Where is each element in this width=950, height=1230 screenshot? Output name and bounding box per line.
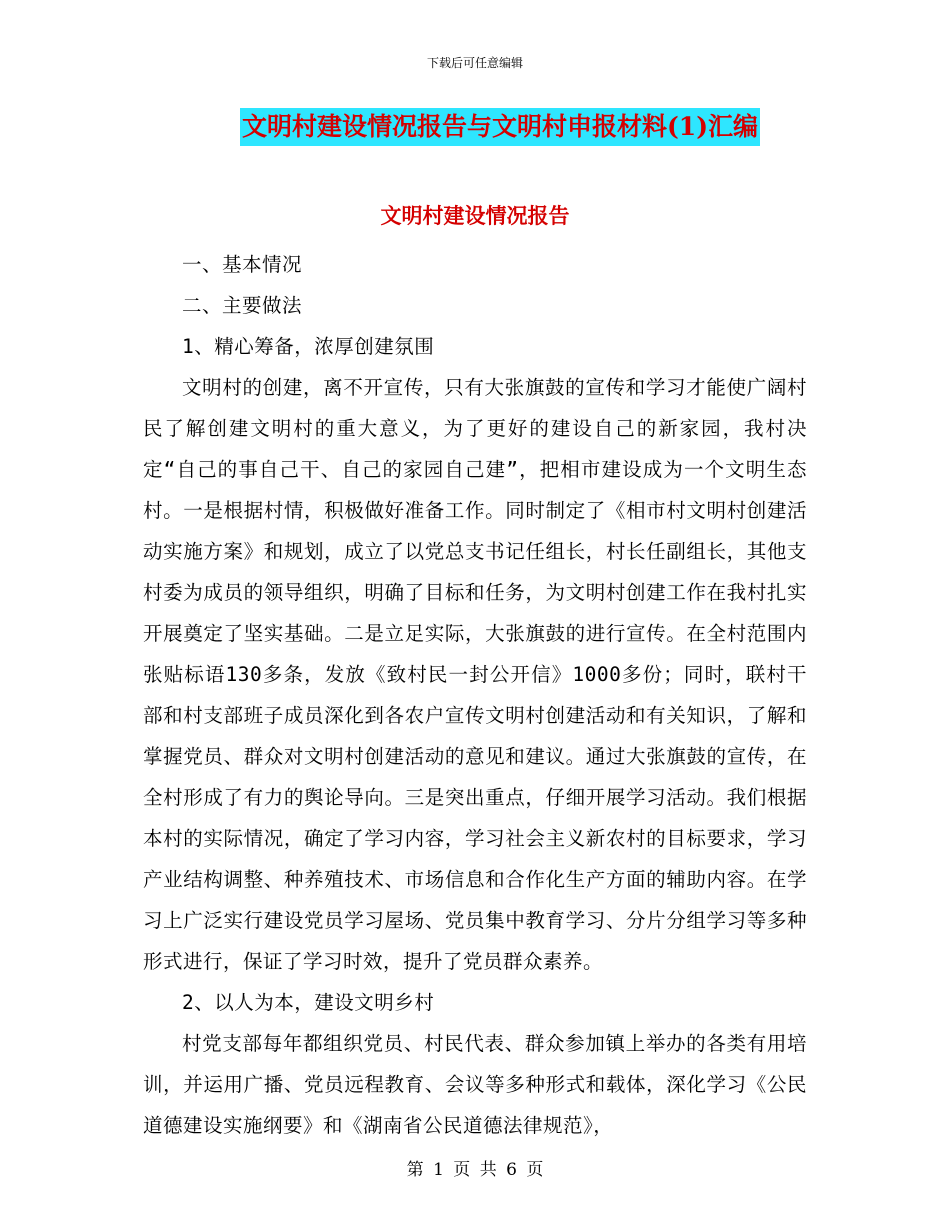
- section-heading-basic: 一、基本情况: [182, 253, 303, 276]
- body-text: [143, 244, 807, 1146]
- subsection-heading-1: 1、精心筹备，浓厚创建氛围: [182, 335, 435, 358]
- paragraph-1: 文明村的创建，离不开宣传，只有大张旗鼓的宣传和学习才能使广阔村民了解创建文明村的重大意义，为了更好的建设自己的新家园，我村决定“自己的事自己干、自己的家园自己建”，把相市建设成为一个文明生态村。一是根据村情，积极做好准备工作。同时制定了《相市村文明村创建活动实施方案》和规划，成立了以党总支书记任组长，村长任副组长，其他支村委为成员的领导组织，明确了目标和任务，为文明村创建工作在我村扎实开展奠定了坚实基础。二是立足实际，大张旗鼓的进行宣传。在全村范围内张贴标语130多条，发放《致村民一封公开信》1000多份；同时，联村干部和村支部班子成员深化到各农户宣传文明村创建活动和有关知识，了解和掌握党员、群众对文明村创建活动的意见和建议。通过大张旗鼓的宣传，在全村形成了有力的舆论导向。三是突出重点，仔细开展学习活动。我们根据本村的实际情况，确定了学习内容，学习社会主义新农村的目标要求，学习产业结构调整、种养殖技术、市场信息和合作化生产方面的辅助内容。在学习上广泛实行建设党员学习屋场、党员集中教育学习、分片分组学习等多种形式进行，保证了学习时效，提升了党员群众素养。: [143, 376, 807, 973]
- sub-title: 文明村建设情况报告: [380, 203, 570, 228]
- main-title: 文明村建设情况报告与文明村申报材料(1)汇编: [240, 108, 760, 146]
- section-heading-methods: 二、主要做法: [182, 294, 303, 317]
- main-title-wrap: [0, 108, 950, 146]
- header-note: 下载后可任意编辑: [426, 56, 523, 70]
- paragraph-2: 村党支部每年都组织党员、村民代表、群众参加镇上举办的各类有用培训，并运用广播、党员远程教育、会议等多种形式和载体，深化学习《公民道德建设实施纲要》和《湖南省公民道德法律规范》，: [143, 1032, 807, 1137]
- subsection-heading-2: 2、以人为本，建设文明乡村: [182, 991, 435, 1014]
- page-footer: 第 1 页 共 6 页: [406, 1160, 544, 1180]
